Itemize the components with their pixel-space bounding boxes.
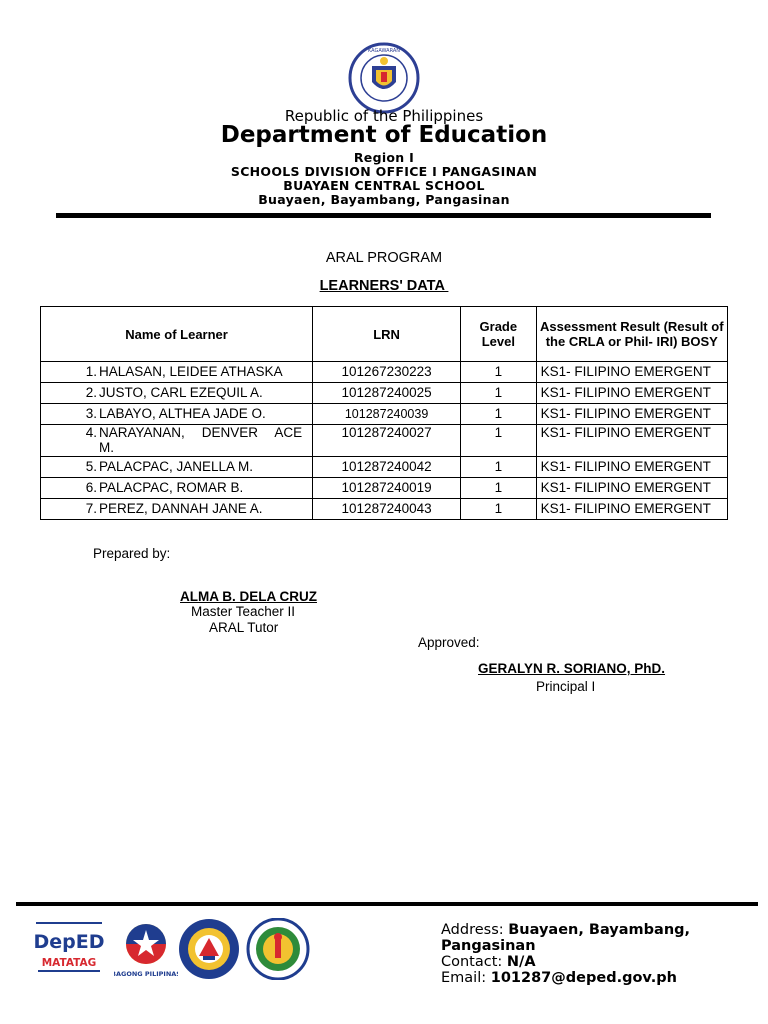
learner-grade: 1 bbox=[461, 457, 537, 478]
learner-grade: 1 bbox=[461, 499, 537, 520]
matatag-logo-text: MATATAG bbox=[41, 957, 97, 969]
address-value-cont: Pangasinan bbox=[441, 938, 536, 954]
approved-label: Approved: bbox=[418, 635, 480, 650]
approver-name: GERALYN R. SORIANO, PhD. bbox=[478, 661, 666, 676]
approver-title: Principal I bbox=[536, 679, 596, 694]
school-logo bbox=[246, 918, 310, 980]
row-number: 3. bbox=[85, 406, 97, 421]
learner-name: LABAYO, ALTHEA JADE O. bbox=[99, 406, 266, 421]
deped-matatag-logo bbox=[34, 918, 104, 980]
contact-block bbox=[441, 922, 690, 986]
table-row bbox=[41, 478, 728, 499]
learner-grade: 1 bbox=[461, 404, 537, 425]
learner-lrn: 101267230223 bbox=[313, 362, 461, 383]
learner-name: PALACPAC, JANELLA M. bbox=[99, 459, 254, 474]
row-number: 7. bbox=[85, 501, 97, 516]
sdo-pangasinan-logo bbox=[177, 918, 241, 980]
republic-heading: Republic of the Philippines bbox=[284, 107, 484, 125]
learner-lrn: 101287240019 bbox=[313, 478, 461, 499]
learner-assessment: KS1- FILIPINO EMERGENT bbox=[536, 383, 727, 404]
learner-grade: 1 bbox=[461, 362, 537, 383]
program-title: ARAL PROGRAM bbox=[325, 250, 443, 266]
table-row bbox=[41, 362, 728, 383]
learner-assessment: KS1- FILIPINO EMERGENT bbox=[536, 425, 727, 457]
bagong-pilipinas-text: BAGONG PILIPINAS bbox=[114, 970, 178, 978]
contact-value: N/A bbox=[506, 954, 536, 970]
header-assessment: Assessment Result (Result of the CRLA or Phil- IRI) BOSY bbox=[536, 307, 727, 362]
row-number: 6. bbox=[85, 480, 97, 495]
table-row bbox=[41, 457, 728, 478]
deped-logo-text: DepED bbox=[34, 931, 104, 953]
school-heading: BUAYAEN CENTRAL SCHOOL bbox=[283, 178, 485, 193]
header-grade: Grade Level bbox=[461, 307, 537, 362]
email-link[interactable]: 101287@deped.gov.ph bbox=[490, 970, 677, 986]
learner-grade: 1 bbox=[461, 478, 537, 499]
preparer-role: ARAL Tutor bbox=[209, 620, 279, 635]
learner-lrn: 101287240039 bbox=[313, 404, 461, 425]
email-label: Email: bbox=[441, 970, 491, 986]
row-number: 5. bbox=[85, 459, 97, 474]
header-divider bbox=[56, 213, 711, 218]
learner-lrn: 101287240043 bbox=[313, 499, 461, 520]
header-lrn: LRN bbox=[313, 307, 461, 362]
learner-name: JUSTO, CARL EZEQUIL A. bbox=[99, 385, 263, 400]
header-name: Name of Learner bbox=[41, 307, 313, 362]
address-value: Buayaen, Bayambang, bbox=[508, 922, 691, 938]
learner-name: NARAYANAN, DENVER ACE bbox=[99, 425, 303, 440]
learners-table bbox=[40, 306, 728, 520]
table-row bbox=[41, 404, 728, 425]
learner-lrn: 101287240042 bbox=[313, 457, 461, 478]
learner-name: PALACPAC, ROMAR B. bbox=[99, 480, 244, 495]
table-header-row bbox=[41, 307, 728, 362]
learners-data-title: LEARNERS' DATA bbox=[319, 278, 449, 294]
svg-text:KAGAWARAN: KAGAWARAN bbox=[367, 48, 401, 54]
learner-assessment: KS1- FILIPINO EMERGENT bbox=[536, 499, 727, 520]
school-address: Buayaen, Bayambang, Pangasinan bbox=[258, 192, 510, 207]
prepared-by-label: Prepared by: bbox=[93, 546, 171, 561]
learner-name-cont: M. bbox=[99, 440, 114, 455]
bagong-pilipinas-logo bbox=[114, 918, 178, 980]
learner-grade: 1 bbox=[461, 383, 537, 404]
learner-name: PEREZ, DANNAH JANE A. bbox=[99, 501, 263, 516]
row-number: 4. bbox=[85, 425, 97, 440]
row-number: 2. bbox=[85, 385, 97, 400]
region-heading: Region I bbox=[353, 150, 415, 165]
learner-grade: 1 bbox=[461, 425, 537, 457]
address-label: Address: bbox=[441, 922, 509, 938]
deped-seal-icon bbox=[348, 42, 420, 114]
preparer-name: ALMA B. DELA CRUZ bbox=[180, 589, 317, 604]
department-heading: Department of Education bbox=[220, 122, 548, 148]
learner-assessment: KS1- FILIPINO EMERGENT bbox=[536, 404, 727, 425]
learner-name: HALASAN, LEIDEE ATHASKA bbox=[99, 364, 283, 379]
learner-lrn: 101287240027 bbox=[313, 425, 461, 457]
row-number: 1. bbox=[85, 364, 97, 379]
footer-divider bbox=[16, 902, 758, 906]
learner-assessment: KS1- FILIPINO EMERGENT bbox=[536, 478, 727, 499]
contact-label: Contact: bbox=[441, 954, 507, 970]
table-row bbox=[41, 383, 728, 404]
learner-lrn: 101287240025 bbox=[313, 383, 461, 404]
division-heading: SCHOOLS DIVISION OFFICE I PANGASINAN bbox=[230, 164, 538, 179]
learner-assessment: KS1- FILIPINO EMERGENT bbox=[536, 362, 727, 383]
preparer-title: Master Teacher II bbox=[191, 604, 296, 619]
learner-assessment: KS1- FILIPINO EMERGENT bbox=[536, 457, 727, 478]
table-row bbox=[41, 425, 728, 457]
table-row bbox=[41, 499, 728, 520]
